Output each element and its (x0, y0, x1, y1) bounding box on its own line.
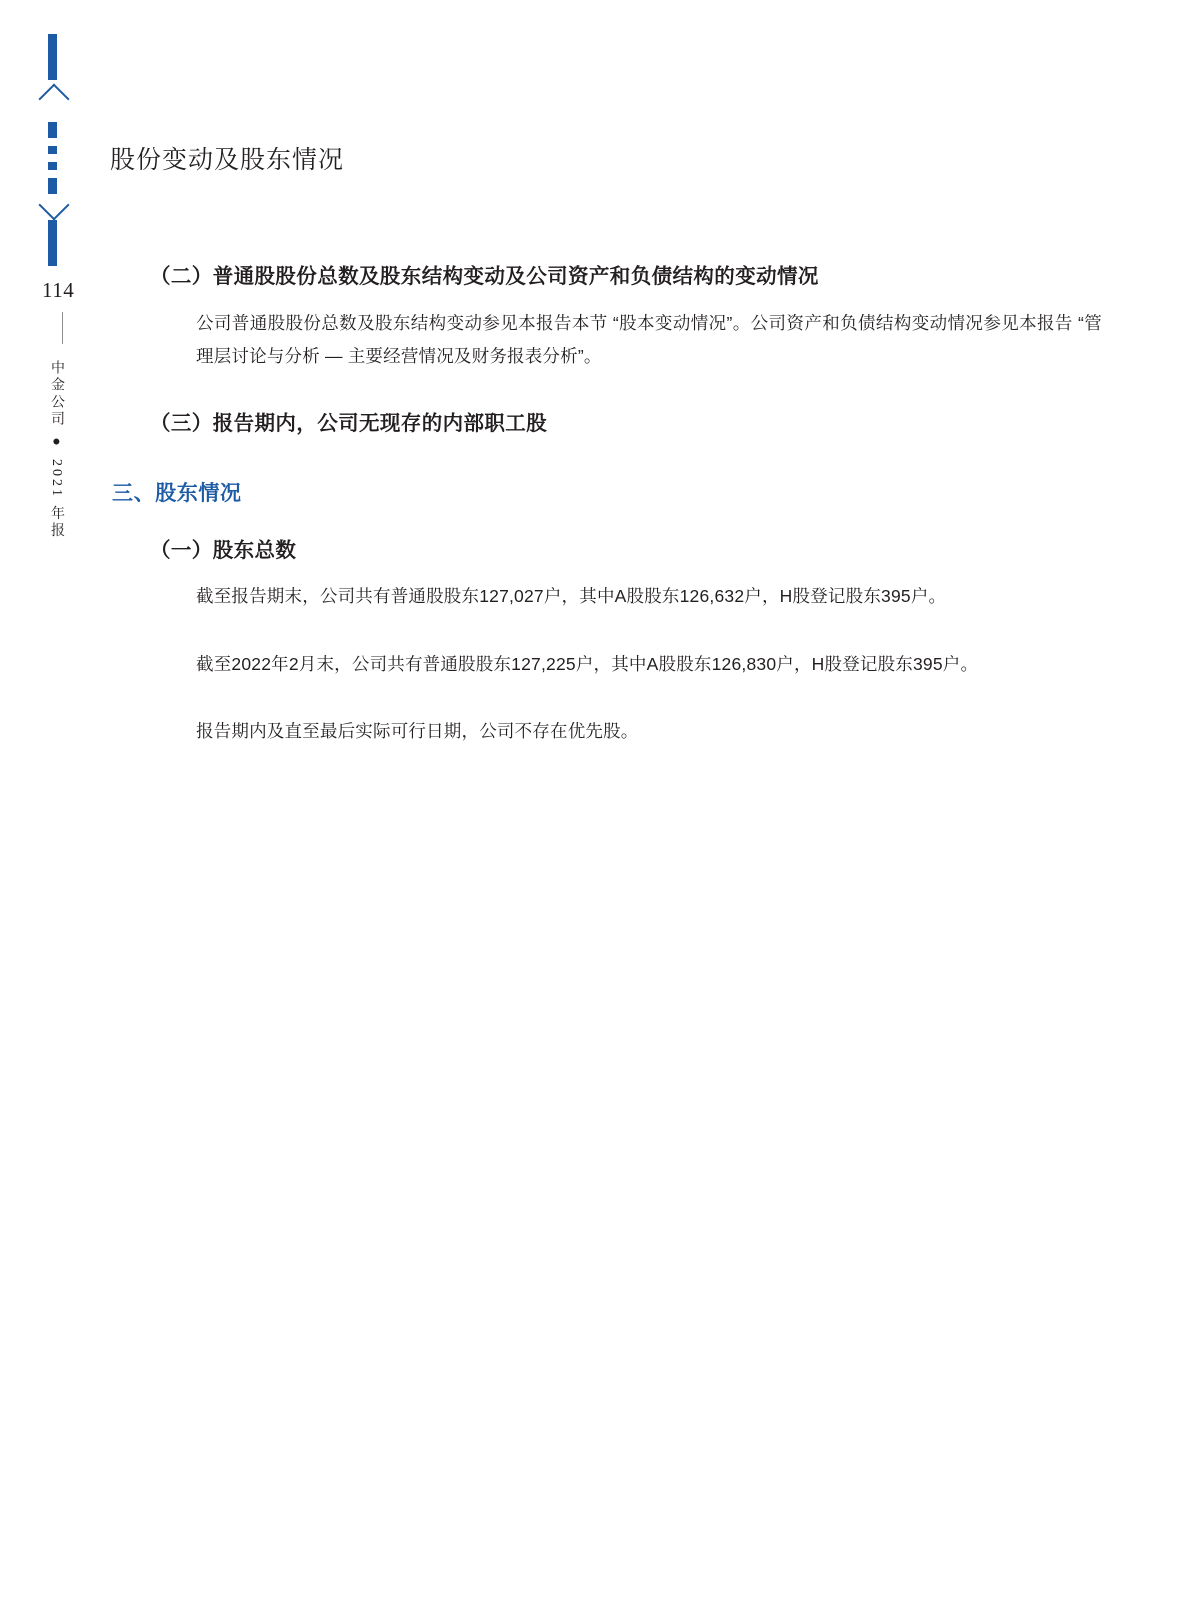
paragraph-shareholders-period-end: 截至报告期末，公司共有普通股股东127,027户，其中A股股东126,632户，H股登记股东395户。 (196, 586, 947, 607)
rail-bar-top (48, 34, 57, 80)
page-number-divider (62, 312, 63, 344)
paragraph-preferred-shares: 报告期内及直至最后实际可行日期，公司不存在优先股。 (196, 720, 639, 741)
rail-bar-segment-3 (48, 162, 57, 170)
heading-section-3: 三、股东情况 (112, 482, 242, 505)
rail-bar-bottom (48, 220, 57, 266)
side-caption: 中金公司 ● 2021 年报 (49, 360, 64, 540)
chevron-up-icon (38, 83, 69, 114)
paragraph-shareholders-february: 截至2022年2月末，公司共有普通股股东127,225户，其中A股股东126,830户，H股登记股东395户。 (196, 653, 979, 674)
rail-bar-segment-1 (48, 122, 57, 138)
chevron-down-icon (38, 189, 69, 220)
heading-sub-2: （二）普通股股份总数及股东结构变动及公司资产和负债结构的变动情况 (150, 265, 819, 288)
running-head: 股份变动及股东情况 (110, 147, 345, 174)
page-content (112, 262, 1102, 748)
rail-bar-segment-2 (48, 146, 57, 154)
heading-sub-3: （三）报告期内，公司无现存的内部职工股 (150, 412, 548, 436)
paragraph-sub-2: 公司普通股股份总数及股东结构变动参见本报告本节 “股本变动情况”。公司资产和负债结构变动情况参见本报告 “管理层讨论与分析 — 主要经营情况及财务报表分析”。 (196, 312, 1102, 366)
page-number: 114 (42, 278, 75, 302)
heading-sub-3-1: （一）股东总数 (150, 538, 297, 562)
